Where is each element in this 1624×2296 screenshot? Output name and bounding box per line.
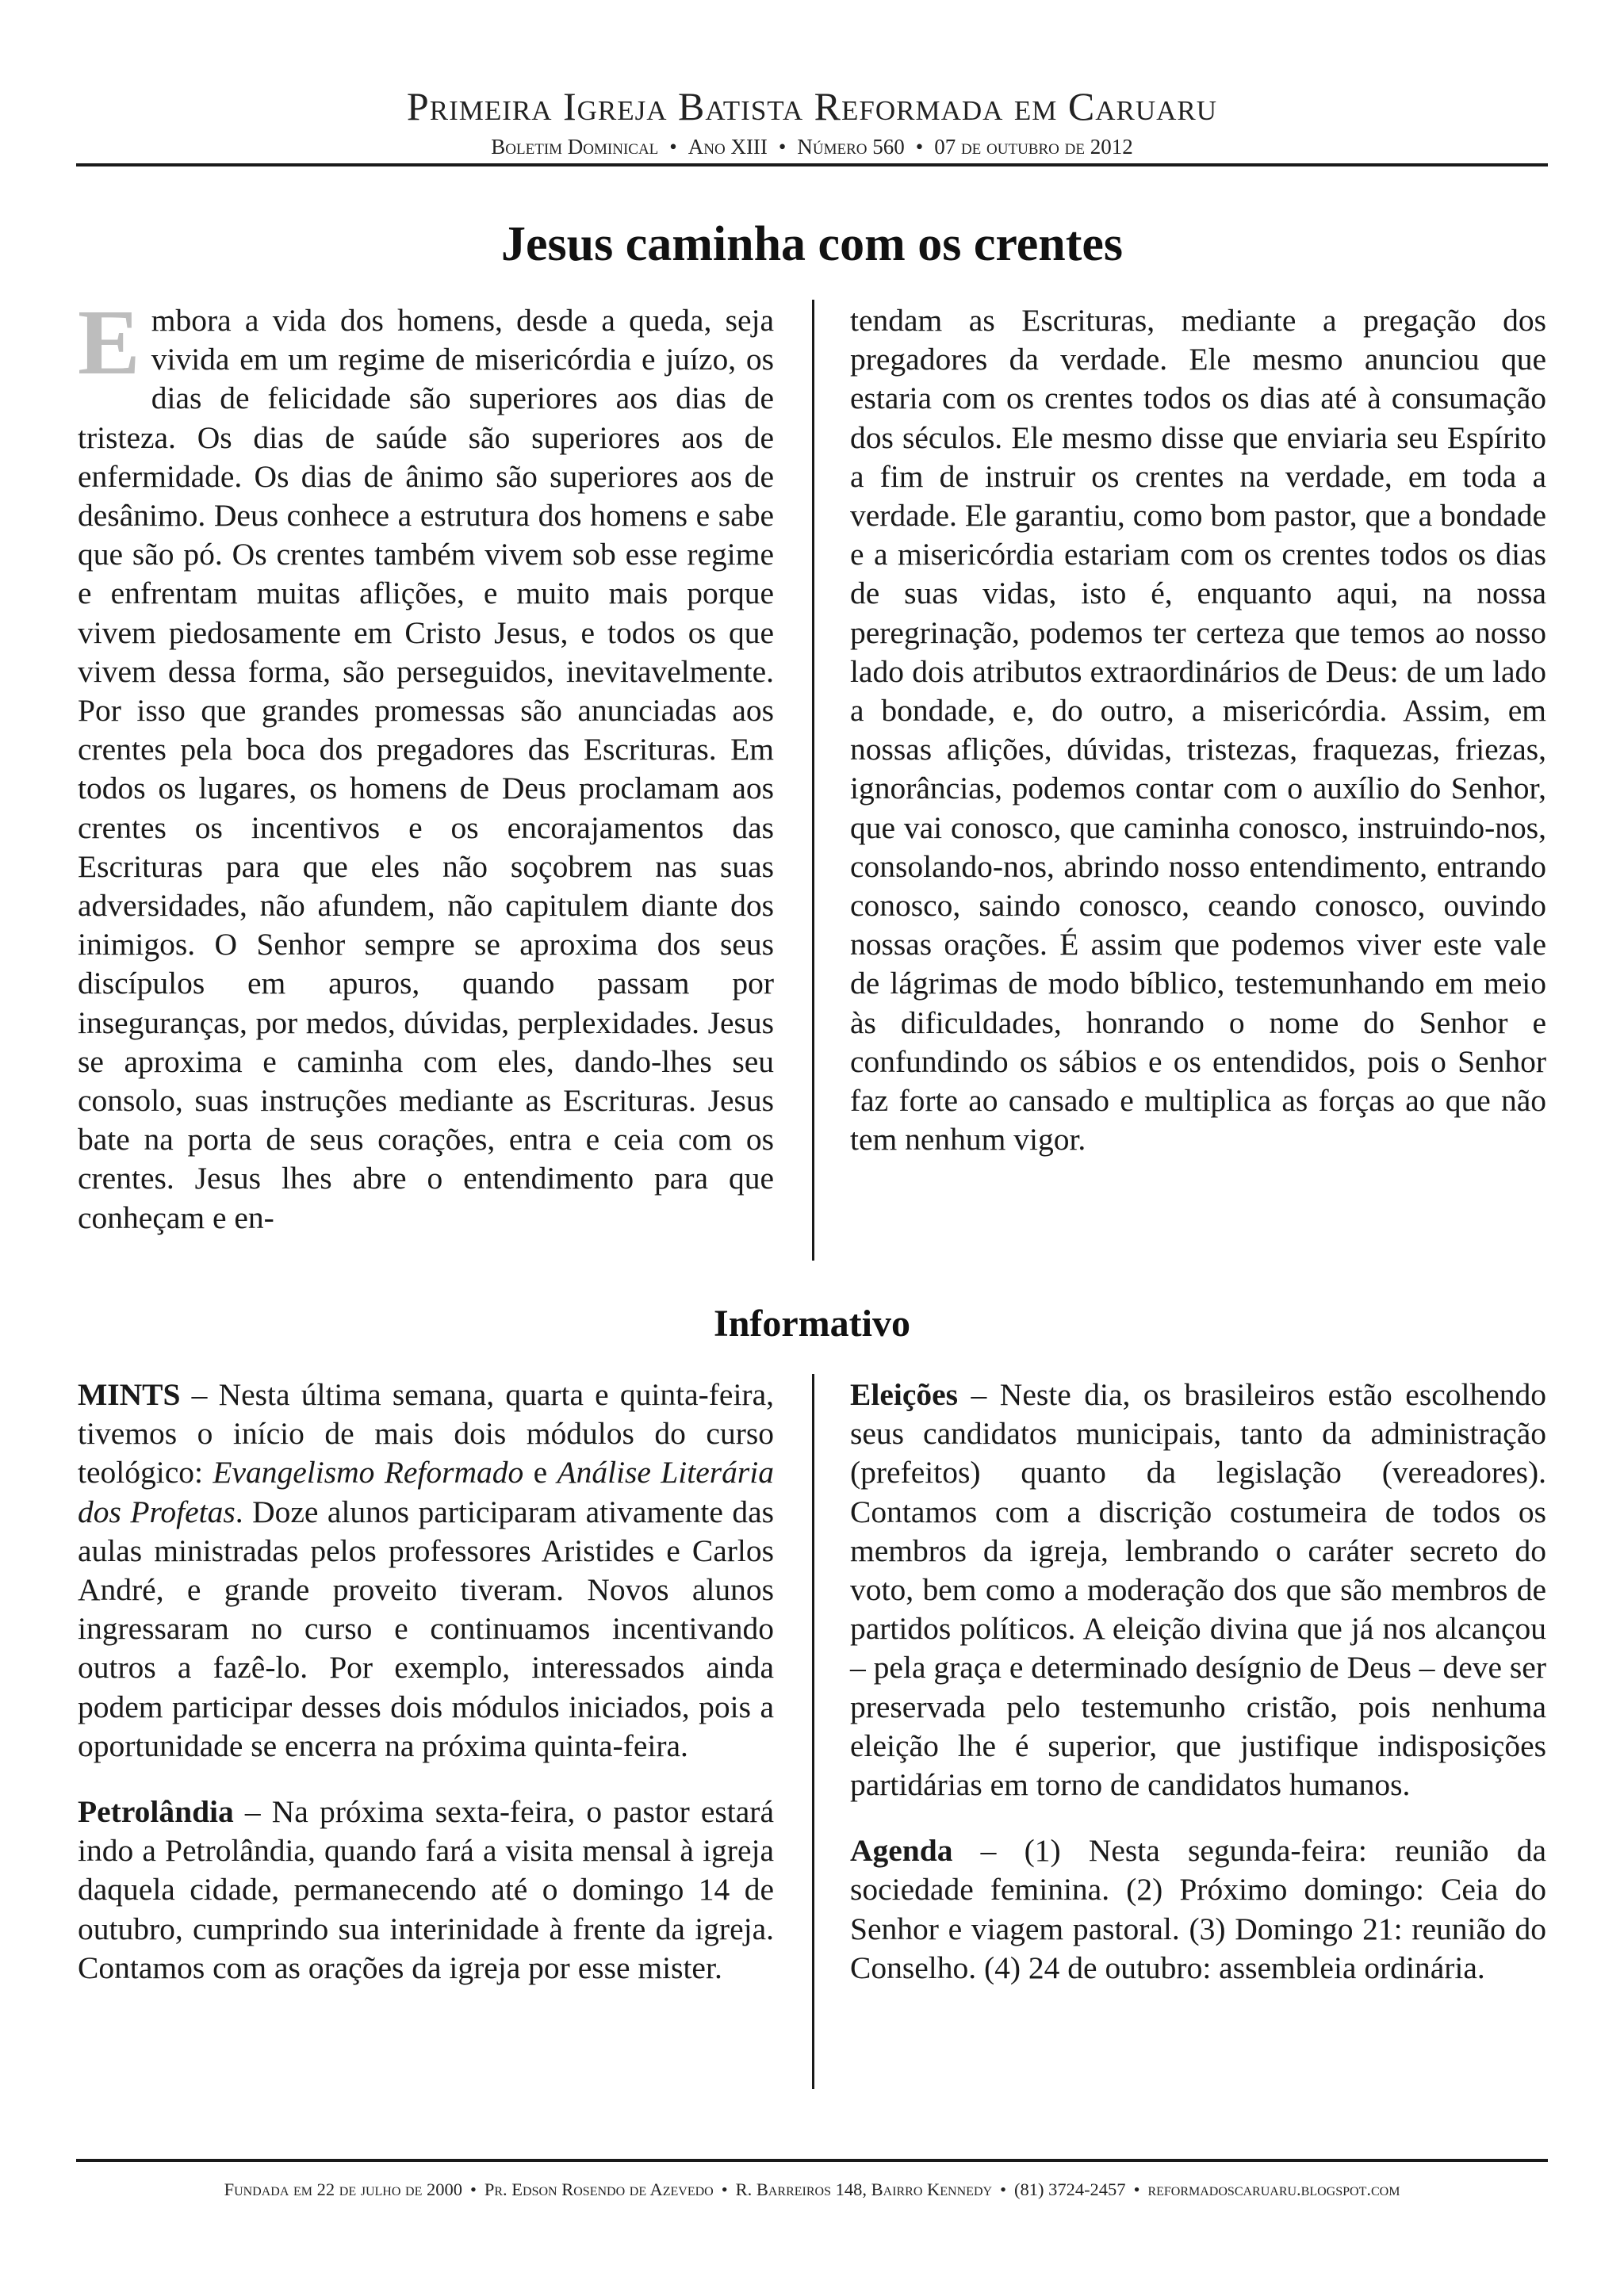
notice-label: MINTS: [78, 1377, 181, 1412]
article-column-left: [78, 290, 774, 1238]
notice-agenda: [850, 1831, 1546, 1988]
informativo-column-left: [78, 1376, 774, 2015]
course-name: Análise Literária dos Profetas: [78, 1455, 774, 1529]
bulletin-info: [76, 133, 1548, 160]
notice-text: – Nesta última semana, quarta e quinta-feira, tivemos o início de mais dois módulos do curso teológico:: [78, 1377, 774, 1490]
article-column-right: [850, 301, 1546, 1159]
bullet-separator: •: [1000, 2179, 1006, 2199]
footer-rule: [76, 2159, 1548, 2162]
notice-label: Agenda: [850, 1833, 953, 1869]
bullet-separator: •: [669, 135, 677, 159]
bulletin-number: Número 560: [797, 135, 905, 159]
bullet-separator: •: [778, 135, 787, 159]
notice-petrolandia: [78, 1793, 774, 1988]
course-name: Evangelismo Reformado: [213, 1455, 524, 1490]
bulletin-label: Boletim Dominical: [491, 135, 659, 159]
bullet-separator: •: [469, 2179, 477, 2199]
footer-pastor: Pr. Edson Rosendo de Azevedo: [484, 2179, 714, 2199]
bullet-separator: •: [721, 2179, 728, 2199]
article-title: Jesus caminha com os crentes: [500, 217, 1124, 271]
informativo-column-right: [850, 1376, 1546, 2015]
notice-label: Petrolândia: [78, 1794, 234, 1830]
church-name: Primeira Igreja Batista Reformada em Caruaru: [406, 84, 1218, 128]
header-rule: [76, 163, 1548, 166]
footer: [76, 2174, 1548, 2206]
notice-text: – (1) Nesta segunda-feira: reunião da sociedade feminina. (2) Próximo domingo: Ceia do Senhor e viagem pastoral. (3) Domingo 21: reunião do Conselho. (4) 24 de outubro: assembleia ordinária.: [850, 1833, 1546, 1985]
drop-cap: E: [78, 290, 140, 394]
conjunction-text: e: [523, 1455, 557, 1490]
notice-text: – Neste dia, os brasileiros estão escolhendo seus candidatos municipais, tanto da administração (prefeitos) quanto da legislação (vereadores). Contamos com a discrição costumeira de todos os membros da igreja, lembrando o caráter secreto do voto, bem como a moderação dos que são membros de partidos políticos. A eleição divina que já nos alcançou – pela graça e determinado desígnio de Deus – deve ser preservada pelo testemunho cristão, pois nenhuma eleição lhe é superior, que justifique indisposições partidárias em torno de candidatos humanos.: [850, 1377, 1546, 1803]
informativo-title: Informativo: [714, 1303, 910, 1345]
column-divider: [812, 1374, 814, 2089]
notice-text: – Na próxima sexta-feira, o pastor estará indo a Petrolândia, quando fará a visita mensal à igreja daquela cidade, permanecendo até o domingo 14 de outubro, cumprindo sua interinidade à frente da igreja. Contamos com as orações da igreja por esse mister.: [78, 1794, 774, 1985]
bulletin-date: 07 de outubro de 2012: [934, 135, 1133, 159]
notice-label: Eleições: [850, 1377, 959, 1412]
article-paragraph-left: [78, 290, 774, 1238]
masthead: [76, 82, 1548, 160]
footer-phone: (81) 3724-2457: [1013, 2179, 1126, 2199]
notice-eleicoes: [850, 1376, 1546, 1804]
bullet-separator: •: [915, 135, 924, 159]
footer-founded: Fundada em 22 de julho de 2000: [224, 2179, 462, 2199]
article-text-left: mbora a vida dos homens, desde a queda, seja vivida em um regime de misericórdia e juízo, os dias de felicidade são superiores aos dias de tristeza. Os dias de saúde são superiores aos de enfermidade. Os dias de ânimo são superiores aos de desânimo. Deus conhece a estrutura dos homens e sabe que são pó. Os crentes também vivem sob esse regime e enfrentam muitas aflições, e muito mais porque vivem piedosamente em Cristo Jesus, e todos os que vivem dessa forma, são perseguidos, inevitavelmente. Por isso que grandes promessas são anunciadas aos crentes pela boca dos pregadores das Escrituras. Em todos os lugares, os homens de Deus proclamam aos crentes os incentivos e os encorajamentos das Escrituras para que eles não soçobrem nas suas adversidades, não afundem, não capitulem diante dos inimigos. O Senhor sempre se aproxima dos seus discípulos em apuros, quando passam por inseguranças, por medos, dúvidas, perplexidades. Jesus se aproxima e caminha com eles, dando-lhes seu consolo, suas instruções mediante as Escrituras. Jesus bate na porta de seus corações, entra e ceia com os crentes. Jesus lhes abre o entendimento para que conheçam e en-: [78, 303, 774, 1235]
bullet-separator: •: [1133, 2179, 1140, 2199]
article-text-right: tendam as Escrituras, mediante a pregação dos pregadores da verdade. Ele mesmo anunciou que estaria com os crentes todos os dias até à consumação dos séculos. Ele mesmo disse que enviaria seu Espírito a fim de instruir os crentes na verdade, em toda a verdade. Ele garantiu, como bom pastor, que a bondade e a misericórdia estariam com os crentes todos os dias de suas vidas, isto é, enquanto aqui, na nossa peregrinação, podemos ter certeza que temos ao nosso lado dois atributos extraordinários de Deus: de um lado a bondade, e, do outro, a misericórdia. Assim, em nossas aflições, dúvidas, tristezas, fraquezas, friezas, ignorâncias, podemos contar com o auxílio do Senhor, que vai conosco, que caminha conosco, instruindo-nos, consolando-nos, abrindo nosso entendimento, entrando conosco, saindo conosco, ceando conosco, ouvindo nossas orações. É assim que podemos viver este vale de lágrimas de modo bíblico, testemunhando em meio às dificuldades, honrando o nome do Senhor e confundindo os sábios e os entendidos, pois o Senhor faz forte ao cansado e multiplica as forças ao que não tem nenhum vigor.: [850, 303, 1546, 1158]
notice-text: . Doze alunos participaram ativamente das aulas ministradas pelos professores Aristides e Carlos André, e grande proveito tiveram. Novos alunos ingressaram no curso e continuamos incentivando outros a fazê-lo. Por exemplo, interessados ainda podem participar desses dois módulos iniciados, pois a oportunidade se encerra na próxima quinta-feira.: [78, 1494, 775, 1763]
footer-address: R. Barreiros 148, Bairro Kennedy: [735, 2179, 993, 2199]
footer-website[interactable]: reformadoscaruaru.blogspot.com: [1147, 2179, 1400, 2199]
column-divider: [812, 300, 814, 1261]
bulletin-year: Ano XIII: [688, 135, 768, 159]
notice-mints: [78, 1376, 774, 1766]
